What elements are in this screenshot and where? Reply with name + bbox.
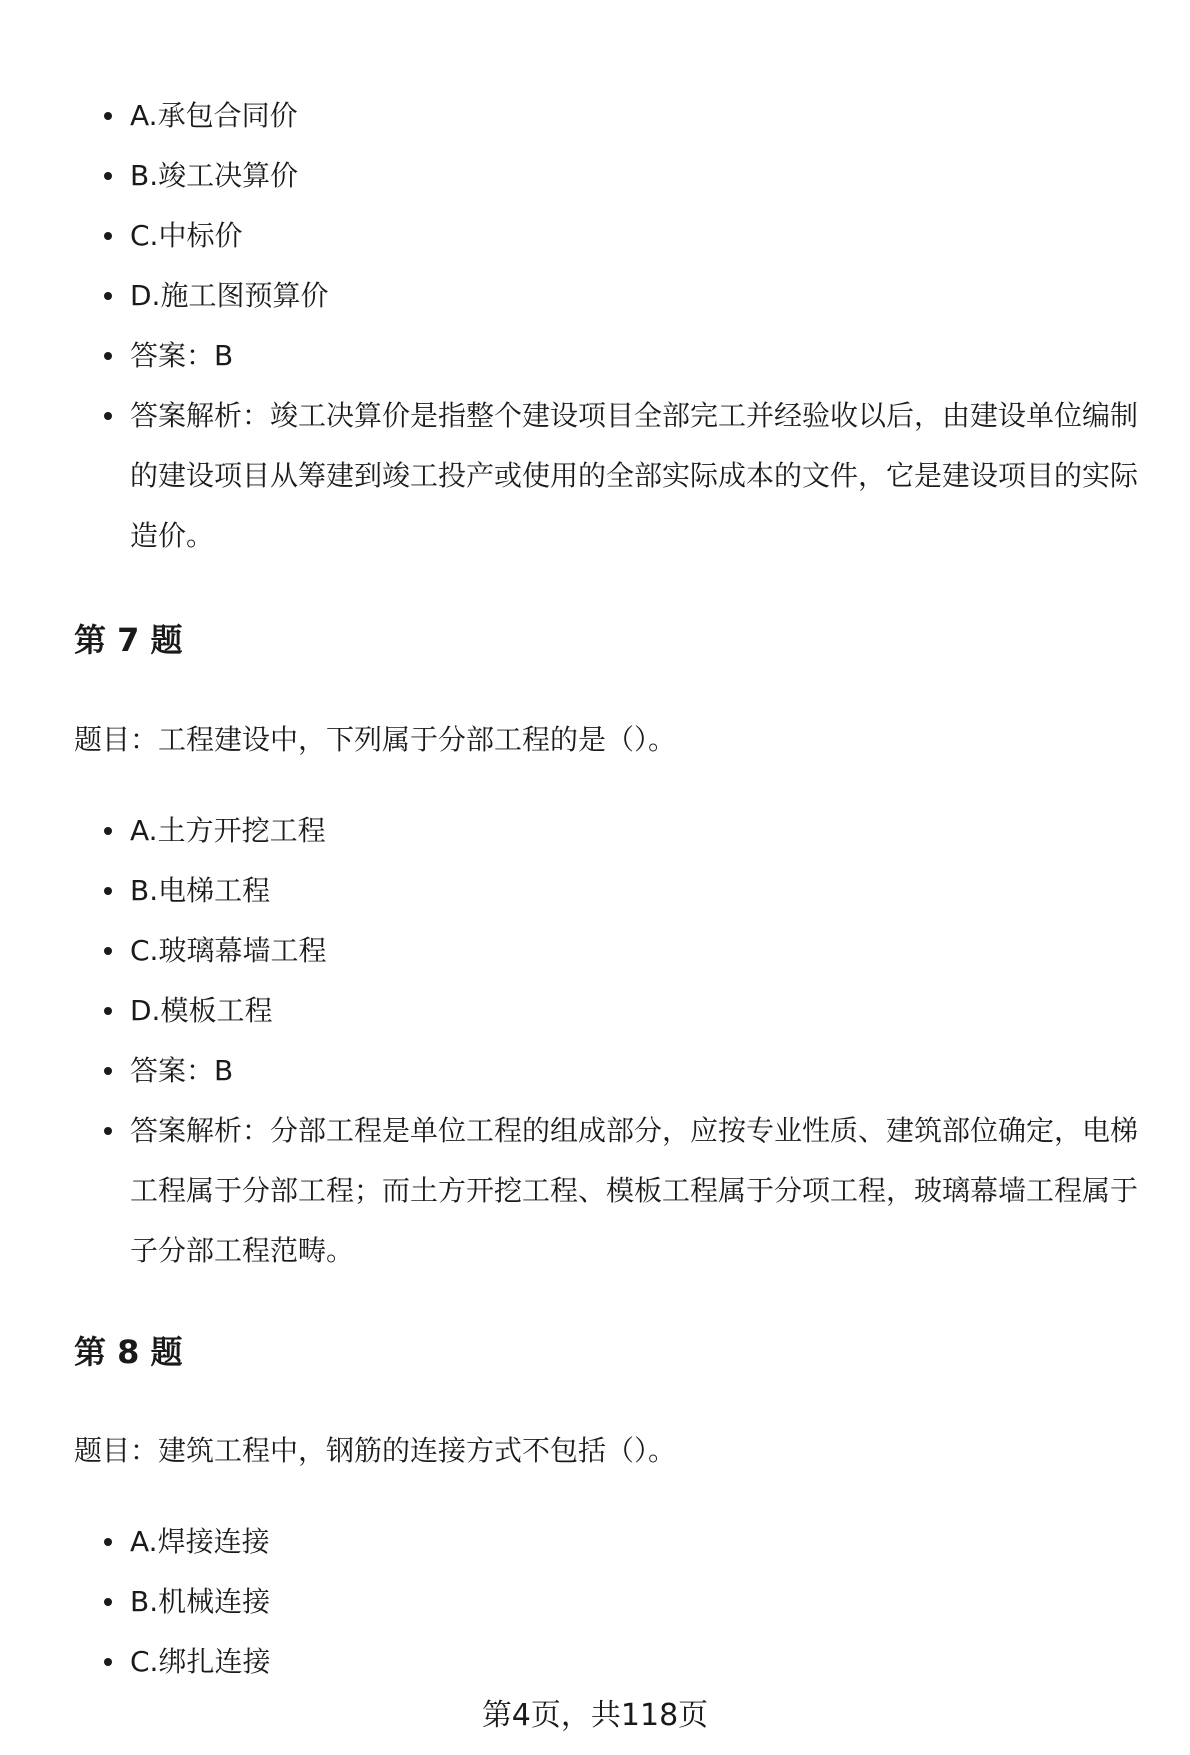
q6-analysis: 答案解析：竣工决算价是指整个建设项目全部完工并经验收以后，由建设单位编制的建设项目从筹建到竣工投产或使用的全部实际成本的文件，它是建设项目的实际造价。 [0,386,1150,566]
q6-answer: 答案：B [0,326,1190,386]
q8-heading: 第 8 题 [74,1333,183,1371]
q7-option-b: B.电梯工程 [0,861,1190,921]
q8-option-a: A.焊接连接 [0,1512,1190,1572]
q7-option-c: C.玻璃幕墙工程 [0,921,1190,981]
q6-option-d: D.施工图预算价 [0,266,1190,326]
q8-option-c: C.绑扎连接 [0,1632,1190,1692]
q7-analysis: 答案解析：分部工程是单位工程的组成部分，应按专业性质、建筑部位确定，电梯工程属于分部工程；而土方开挖工程、模板工程属于分项工程，玻璃幕墙工程属于子分部工程范畴。 [0,1101,1150,1281]
q8-option-list [0,1512,1190,1692]
q7-option-a: A.土方开挖工程 [0,801,1190,861]
q8-option-b: B.机械连接 [0,1572,1190,1632]
q8-stem: 题目：建筑工程中，钢筋的连接方式不包括（）。 [74,1434,677,1467]
q7-answer: 答案：B [0,1041,1190,1101]
q6-option-a: A.承包合同价 [0,86,1190,146]
q6-option-c: C.中标价 [0,206,1190,266]
q7-option-d: D.模板工程 [0,981,1190,1041]
q6-option-b: B.竣工决算价 [0,146,1190,206]
q7-heading: 第 7 题 [74,621,183,659]
page-footer: 第4页，共118页 [481,1698,709,1733]
q6-option-list [0,86,1190,566]
q7-stem: 题目：工程建设中，下列属于分部工程的是（）。 [74,723,677,756]
q7-option-list [0,801,1190,1281]
